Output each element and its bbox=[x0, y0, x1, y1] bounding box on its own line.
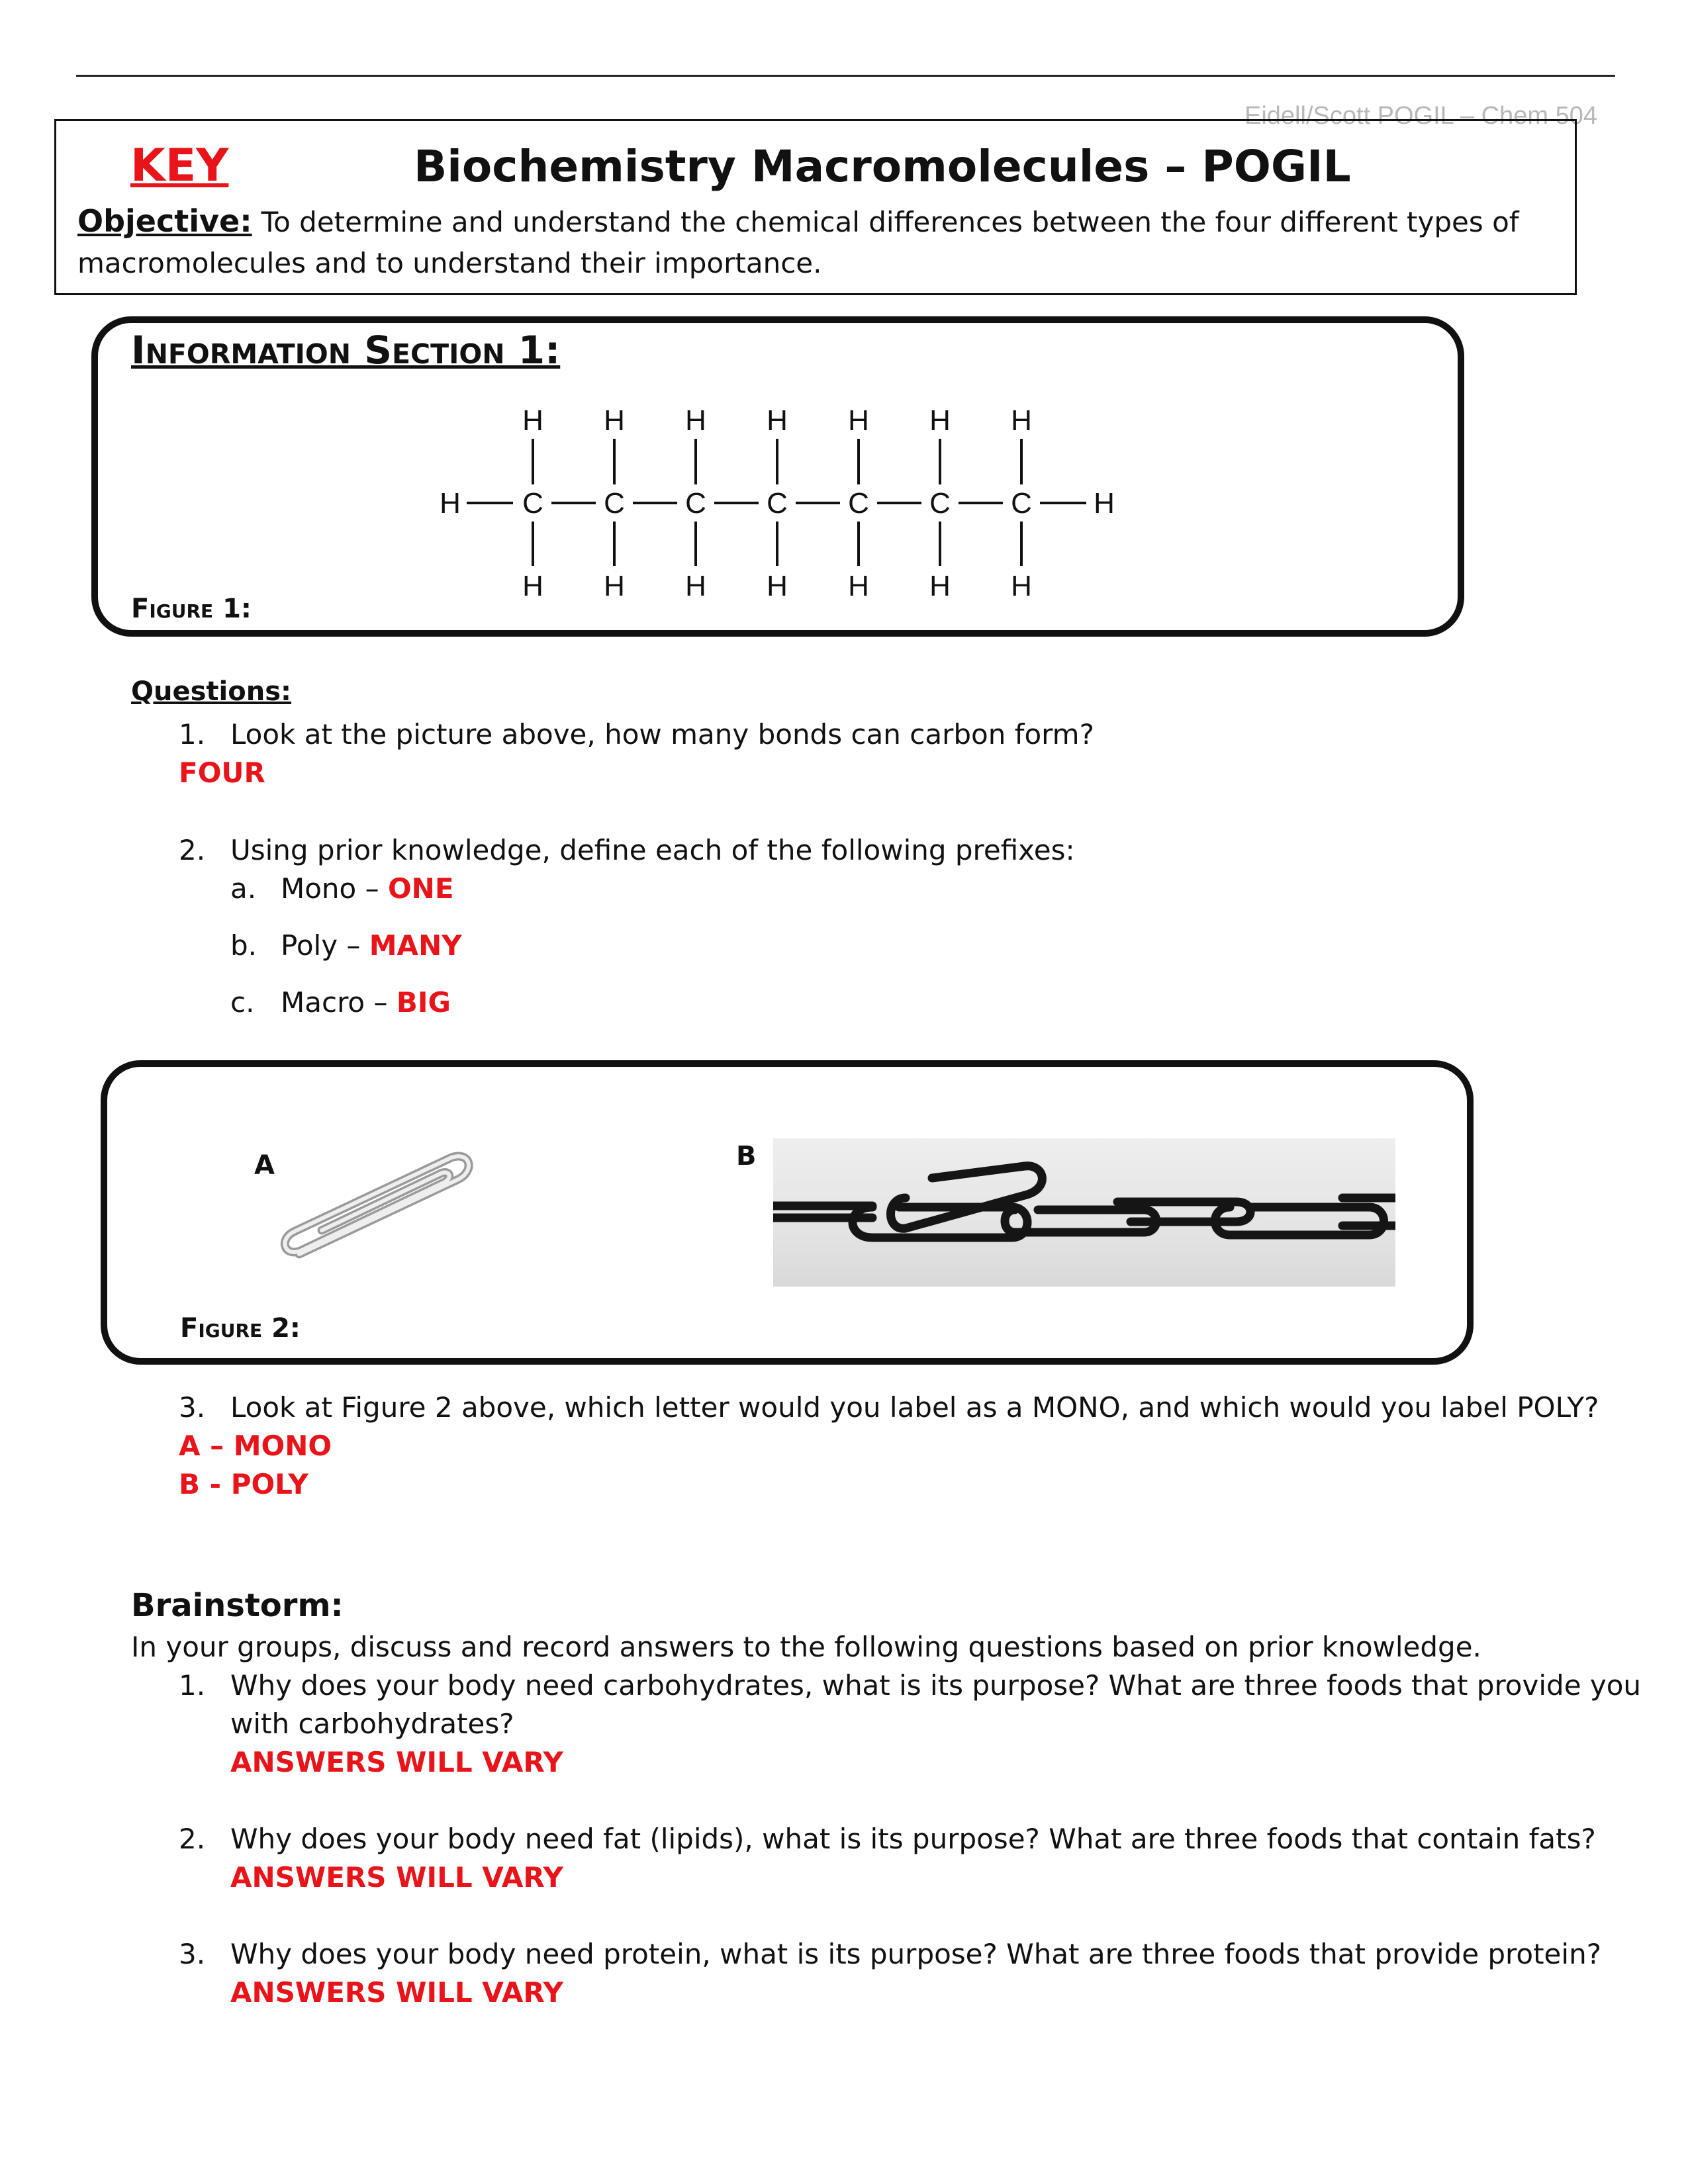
header-rule bbox=[76, 75, 1615, 77]
carbon-atom: C bbox=[1011, 487, 1032, 520]
item-text: Why does your body need protein, what is its purpose? What are three foods that provide protein? bbox=[230, 1938, 1601, 1970]
section-heading: Information Section 1: bbox=[131, 328, 561, 373]
paperclip-chain-image bbox=[773, 1138, 1395, 1287]
question-number: 3. bbox=[179, 1391, 206, 1424]
questions-title: Questions: bbox=[131, 676, 292, 707]
brainstorm-item-1 bbox=[179, 1669, 1642, 1702]
carbon-atom: C bbox=[767, 487, 788, 520]
prefix-macro bbox=[230, 986, 451, 1019]
hydrogen-atom: H bbox=[767, 404, 788, 437]
item-number: 3. bbox=[179, 1938, 206, 1970]
question-number: 1. bbox=[179, 718, 206, 751]
item-text: Mono – ONE bbox=[281, 872, 454, 905]
hydrogen-atom: H bbox=[685, 570, 706, 602]
item-answer: BIG bbox=[396, 986, 451, 1019]
item-answer: MANY bbox=[369, 929, 462, 962]
molecule-drawing bbox=[440, 404, 1115, 602]
carbon-atom: C bbox=[604, 487, 625, 520]
carbon-atom: C bbox=[929, 487, 951, 520]
hydrogen-atom: H bbox=[1011, 404, 1032, 437]
answer-3a: A – MONO bbox=[179, 1430, 332, 1462]
carbon-atom: C bbox=[848, 487, 869, 520]
answer-3b: B - POLY bbox=[179, 1468, 308, 1500]
figure-2-label-b: B bbox=[736, 1141, 757, 1171]
hydrogen-atom: H bbox=[522, 404, 543, 437]
course-tag: Eidell/Scott POGIL – Chem 504 bbox=[1244, 102, 1597, 130]
brainstorm-title: Brainstorm: bbox=[131, 1587, 344, 1624]
answer-1: FOUR bbox=[179, 756, 265, 789]
hydrogen-atom: H bbox=[685, 404, 706, 437]
hydrogen-atom: H bbox=[604, 404, 625, 437]
brainstorm-intro: In your groups, discuss and record answers to the following questions based on prior knowledge. bbox=[131, 1631, 1481, 1663]
question-2 bbox=[179, 834, 1075, 866]
brainstorm-item-2 bbox=[179, 1823, 1596, 1855]
hydrogen-atom: H bbox=[848, 570, 869, 602]
objective-text: To determine and understand the chemical differences between the four different types of macromolecules and to understand their importance. bbox=[77, 206, 1519, 279]
carbon-atom: C bbox=[685, 487, 706, 520]
hydrogen-atom: H bbox=[929, 404, 951, 437]
question-text: Look at the picture above, how many bonds can carbon form? bbox=[230, 718, 1094, 751]
item-text: Why does your body need carbohydrates, what is its purpose? What are three foods that provide you bbox=[230, 1669, 1642, 1702]
brainstorm-answer-1: ANSWERS WILL VARY bbox=[230, 1746, 563, 1778]
figure-1-label: Figure 1: bbox=[131, 594, 252, 624]
brainstorm-item-1-cont: with carbohydrates? bbox=[230, 1707, 514, 1740]
prefix-poly bbox=[230, 929, 462, 962]
item-letter: c. bbox=[230, 986, 255, 1019]
figure-2-label-a: A bbox=[254, 1150, 275, 1181]
brainstorm-answer-2: ANSWERS WILL VARY bbox=[230, 1861, 563, 1893]
item-letter: a. bbox=[230, 872, 257, 905]
single-paperclip-image bbox=[265, 1148, 477, 1267]
carbon-atom: C bbox=[522, 487, 543, 520]
brainstorm-answer-3: ANSWERS WILL VARY bbox=[230, 1976, 563, 2009]
objective bbox=[77, 201, 1547, 284]
item-text: Why does your body need fat (lipids), what is its purpose? What are three foods that contain fats? bbox=[230, 1823, 1596, 1855]
objective-label: Objective: bbox=[77, 203, 252, 239]
hydrogen-atom: H bbox=[604, 570, 625, 602]
page-title: Biochemistry Macromolecules – POGIL bbox=[414, 141, 1351, 192]
hydrogen-atom: H bbox=[440, 487, 461, 520]
prefix-mono bbox=[230, 872, 454, 905]
heptane-structure bbox=[430, 387, 1158, 606]
question-text: Using prior knowledge, define each of the following prefixes: bbox=[230, 834, 1075, 866]
item-text: Poly – MANY bbox=[281, 929, 462, 962]
item-text: Macro – BIG bbox=[281, 986, 451, 1019]
hydrogen-atom: H bbox=[848, 404, 869, 437]
paperclip-chain-drawing bbox=[773, 1138, 1395, 1287]
hydrogen-atom: H bbox=[929, 570, 951, 602]
key-label: KEY bbox=[130, 140, 229, 192]
hydrogen-atom: H bbox=[1011, 570, 1032, 602]
hydrogen-atom: H bbox=[767, 570, 788, 602]
item-letter: b. bbox=[230, 929, 258, 962]
question-3 bbox=[179, 1391, 1599, 1424]
question-number: 2. bbox=[179, 834, 206, 866]
title-box bbox=[54, 119, 1577, 295]
hydrogen-atom: H bbox=[1094, 487, 1115, 520]
brainstorm-item-3 bbox=[179, 1938, 1601, 1970]
question-1 bbox=[179, 718, 1094, 751]
hydrogen-atom: H bbox=[522, 570, 543, 602]
figure-2-label: Figure 2: bbox=[180, 1313, 301, 1343]
item-number: 1. bbox=[179, 1669, 206, 1702]
question-text: Look at Figure 2 above, which letter would you label as a MONO, and which would you label POLY? bbox=[230, 1391, 1599, 1424]
item-answer: ONE bbox=[387, 872, 454, 905]
item-number: 2. bbox=[179, 1823, 206, 1855]
